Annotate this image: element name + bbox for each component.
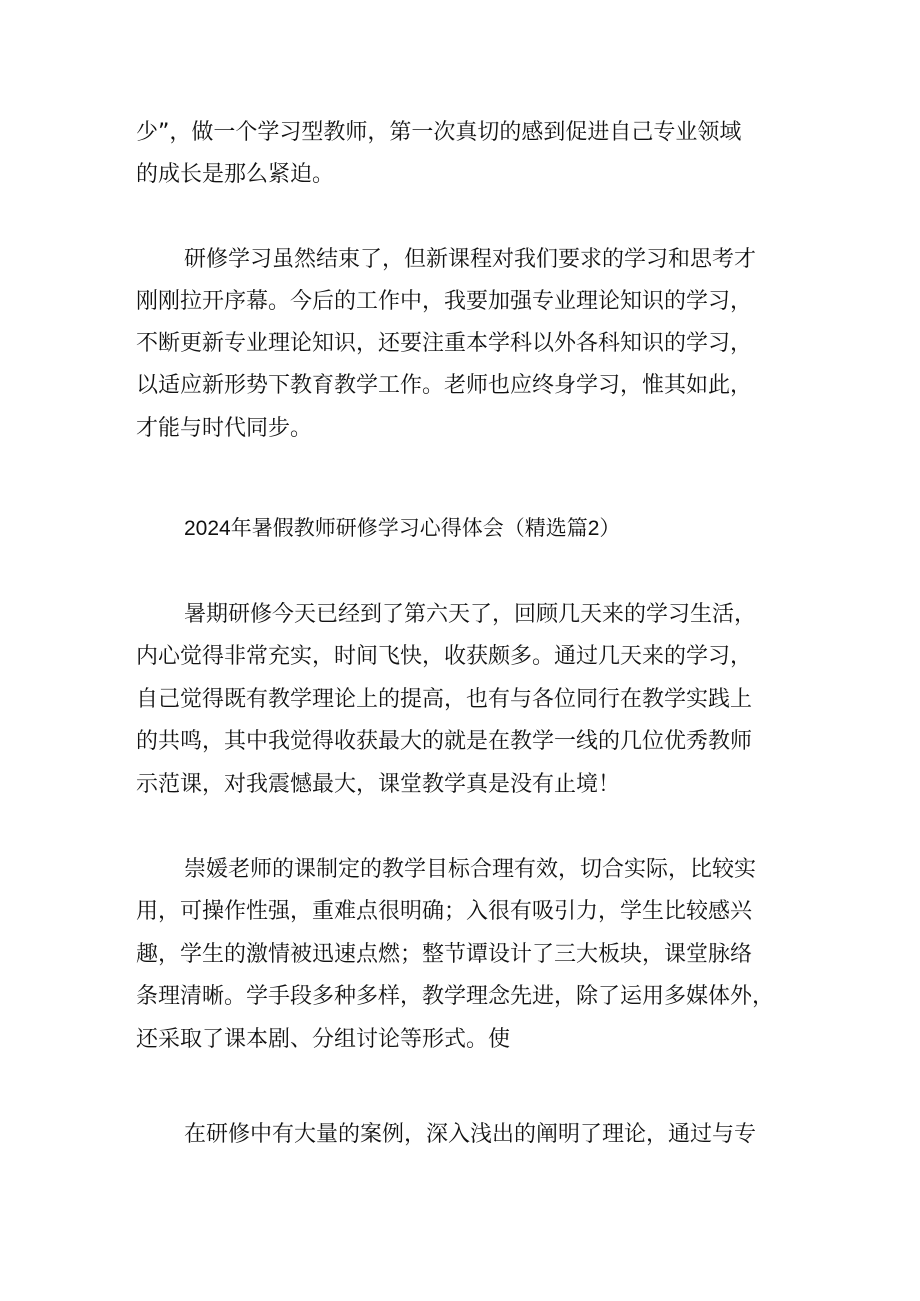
paragraph-4-line-3: 趣，学生的激情被迅速点燃；整节谭设计了三大板块，课堂脉络	[136, 942, 753, 967]
paragraph-3-line-3: 自己觉得既有教学理论上的提高，也有与各位同行在教学实践上	[136, 687, 753, 712]
section-heading: 2024年暑假教师研修学习心得体会（精选篇2）	[184, 517, 621, 540]
paragraph-5-line-1: 在研修中有大量的案例，深入浅出的阐明了理论，通过与专	[184, 1122, 757, 1147]
paragraph-2-line-2: 刚刚拉开序幕。今后的工作中，我要加强专业理论知识的学习，	[136, 289, 753, 314]
paragraph-3-line-2: 内心觉得非常充实，时间飞快，收获颇多。通过几天来的学习，	[136, 644, 753, 669]
paragraph-2-line-4: 以适应新形势下教育教学工作。老师也应终身学习，惟其如此，	[136, 373, 753, 398]
paragraph-2-line-3: 不断更新专业理论知识，还要注重本学科以外各科知识的学习，	[136, 331, 753, 356]
paragraph-4-line-4: 条理清晰。学手段多种多样，教学理念先进，除了运用多媒体外，	[136, 984, 775, 1009]
paragraph-1-line-2: 的成长是那么紧迫。	[136, 162, 335, 187]
paragraph-1-line-1: 少”，做一个学习型教师，第一次真切的感到促进自己专业领域	[136, 120, 742, 145]
paragraph-2-line-5: 才能与时代同步。	[136, 416, 313, 441]
paragraph-4-line-2: 用，可操作性强，重难点很明确；入很有吸引力，学生比较感兴	[136, 899, 753, 924]
paragraph-4-line-1: 崇媛老师的课制定的教学目标合理有效，切合实际，比较实	[184, 857, 757, 882]
paragraph-4-line-5: 还采取了课本剧、分组讨论等形式。使	[136, 1027, 511, 1052]
paragraph-3-line-4: 的共鸣，其中我觉得收获最大的就是在教学一线的几位优秀教师	[136, 729, 753, 754]
paragraph-3-line-1: 暑期研修今天已经到了第六天了，回顾几天来的学习生活，	[184, 602, 757, 627]
paragraph-2-line-1: 研修学习虽然结束了，但新课程对我们要求的学习和思考才	[184, 247, 757, 272]
paragraph-3-line-5: 示范课，对我震憾最大，课堂教学真是没有止境！	[136, 772, 621, 797]
